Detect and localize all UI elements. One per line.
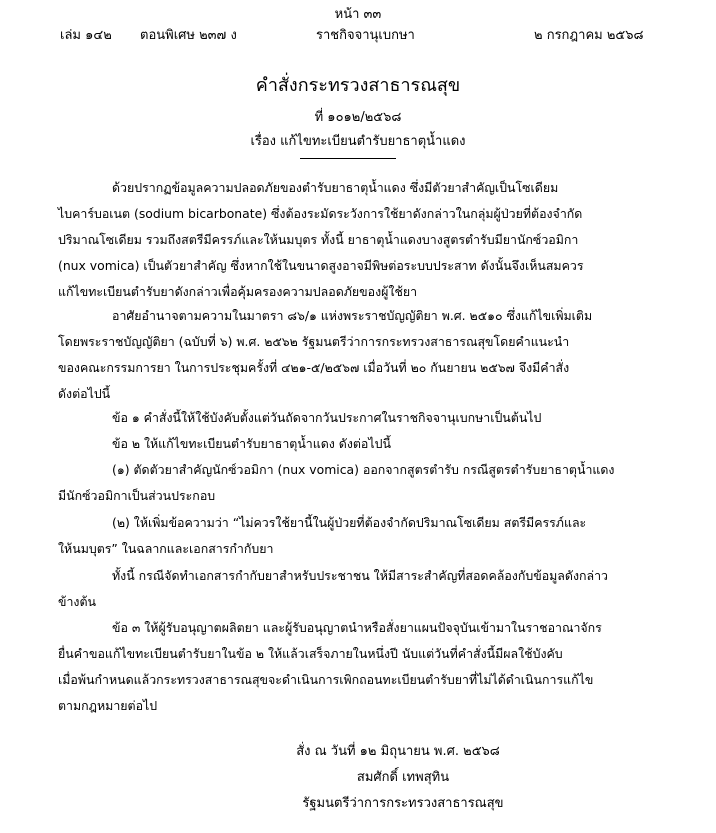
body-line: ให้นมบุตร” ในฉลากและเอกสารกำกับยา [58, 541, 274, 556]
signature-date: สั่ง ณ วันที่ ๑๒ มิถุนายน พ.ศ. ๒๕๖๘ [296, 744, 500, 759]
signatory-position: รัฐมนตรีว่าการกระทรวงสาธารณสุข [302, 796, 504, 811]
body-line: (nux vomica) เป็นตัวยาสำคัญ ซึ่งหากใช้ในขนาดสูงอาจมีพิษต่อระบบประสาท ดังนั้นจึงเห็นสมควร [58, 258, 584, 273]
body-line: ทั้งนี้ กรณีจัดทำเอกสารกำกับยาสำหรับประชาชน ให้มีสาระสำคัญที่สอดคล้องกับข้อมูลดังกล่าว [112, 568, 609, 583]
body-line: ปริมาณโซเดียม รวมถึงสตรีมีครรภ์และให้นมบุตร ทั้งนี้ ยาธาตุน้ำแดงบางสูตรตำรับมียานักซ์วอมิกา [58, 232, 579, 247]
body-line: แก้ไขทะเบียนตำรับยาดังกล่าวเพื่อคุ้มครองความปลอดภัยของผู้ใช้ยา [58, 284, 418, 299]
order-number: ที่ ๑๐๑๒/๒๕๖๘ [314, 110, 402, 125]
body-line: (๑) ตัดตัวยาสำคัญนักซ์วอมิกา (nux vomica) ออกจากสูตรตำรับ กรณีสูตรตำรับยาธาตุน้ำแดง [112, 462, 615, 477]
gazette-issue: ตอนพิเศษ ๒๓๗ ง [140, 28, 237, 43]
body-line: เมื่อพ้นกำหนดแล้วกระทรวงสาธารณสุขจะดำเนินการเพิกถอนทะเบียนตำรับยาที่ไม่ได้ดำเนินการแก้ไข [58, 672, 594, 687]
title-rule [300, 158, 396, 159]
body-line: ข้างต้น [58, 594, 96, 609]
body-line: ยื่นคำขอแก้ไขทะเบียนตำรับยาในข้อ ๒ ให้แล้วเสร็จภายในหนึ่งปี นับแต่วันที่คำสั่งนี้มีผลใช้บังคับ [58, 646, 563, 661]
subject-line: เรื่อง แก้ไขทะเบียนตำรับยาธาตุน้ำแดง [250, 134, 466, 149]
body-line: ดังต่อไปนี้ [58, 386, 111, 401]
gazette-volume: เล่ม ๑๔๒ [60, 28, 112, 43]
body-line: ของคณะกรรมการยา ในการประชุมครั้งที่ ๔๒๑-๕/๒๕๖๗ เมื่อวันที่ ๒๐ กันยายน ๒๕๖๗ จึงมีคำสั่ง [58, 360, 570, 375]
body-line: โดยพระราชบัญญัติยา (ฉบับที่ ๖) พ.ศ. ๒๕๖๒ รัฐมนตรีว่าการกระทรวงสาธารณสุขโดยคำแนะนำ [58, 334, 570, 349]
body-line: ไบคาร์บอเนต (sodium bicarbonate) ซึ่งต้องระมัดระวังการใช้ยาดังกล่าวในกลุ่มผู้ป่วยที่ต้องจำกัด [58, 206, 583, 221]
body-line: อาศัยอำนาจตามความในมาตรา ๘๖/๑ แห่งพระราชบัญญัติยา พ.ศ. ๒๕๑๐ ซึ่งแก้ไขเพิ่มเติม [112, 308, 593, 323]
gazette-date: ๒ กรกฎาคม ๒๕๖๘ [534, 28, 644, 43]
body-line: ข้อ ๑ คำสั่งนี้ให้ใช้บังคับตั้งแต่วันถัดจากวันประกาศในราชกิจจานุเบกษาเป็นต้นไป [112, 410, 542, 425]
document-title: คำสั่งกระทรวงสาธารณสุข [255, 75, 461, 96]
body-line: ตามกฎหมายต่อไป [58, 698, 158, 713]
signatory-name: สมศักดิ์ เทพสุทิน [356, 770, 450, 785]
body-line: ข้อ ๒ ให้แก้ไขทะเบียนตำรับยาธาตุน้ำแดง ดังต่อไปนี้ [112, 436, 391, 451]
body-line: มีนักซ์วอมิกาเป็นส่วนประกอบ [58, 488, 216, 503]
body-line: ข้อ ๓ ให้ผู้รับอนุญาตผลิตยา และผู้รับอนุญาตนำหรือสั่งยาแผนปัจจุบันเข้ามาในราชอาณาจักร [112, 620, 602, 635]
body-line: ด้วยปรากฏข้อมูลความปลอดภัยของตำรับยาธาตุน้ำแดง ซึ่งมีตัวยาสำคัญเป็นโซเดียม [112, 180, 559, 195]
page-number: หน้า ๓๓ [334, 7, 382, 22]
gazette-name: ราชกิจจานุเบกษา [316, 28, 415, 43]
body-line: (๒) ให้เพิ่มข้อความว่า “ไม่ควรใช้ยานี้ในผู้ป่วยที่ต้องจำกัดปริมาณโซเดียม สตรีมีครรภ์และ [112, 515, 587, 530]
